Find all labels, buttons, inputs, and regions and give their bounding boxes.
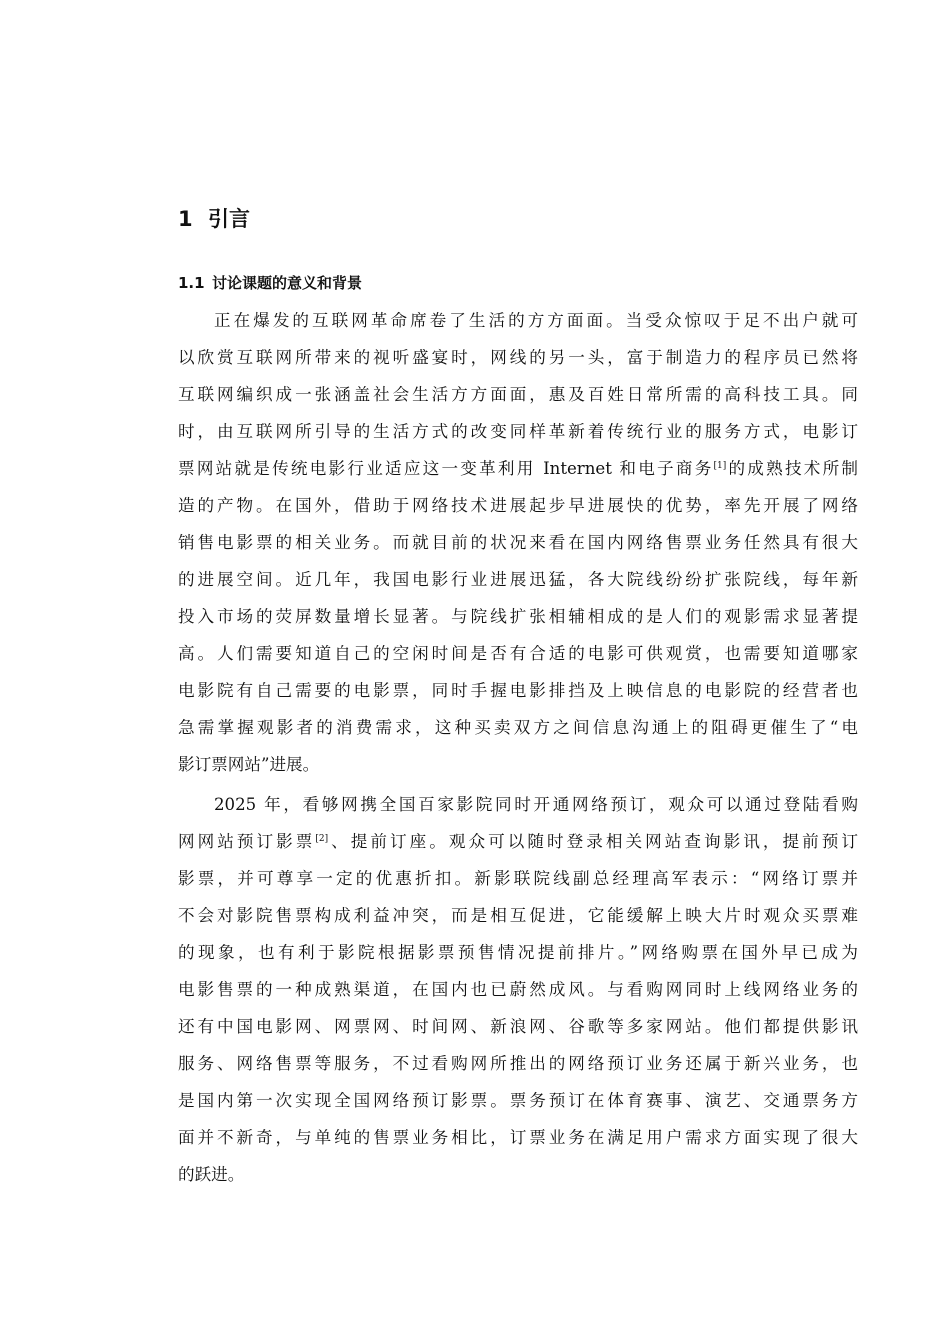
- paragraph-1: [178, 302, 858, 783]
- paragraph-line: 服务、网络售票等服务，不过看购网所推出的网络预订业务还属于新兴业务，也: [178, 1054, 858, 1073]
- chapter-number: 1: [178, 207, 193, 231]
- paragraph-line: 投入市场的荧屏数量增长显著。与院线扩张相辅相成的是人们的观影需求显著提: [178, 607, 858, 626]
- paragraph-line: 电影院有自己需要的电影票，同时手握电影排挡及上映信息的电影院的经营者也: [178, 681, 858, 700]
- paragraph-line: 是国内第一次实现全国网络预订影票。票务预订在体育赛事、演艺、交通票务方: [178, 1091, 858, 1110]
- paragraph-line: 2025 年，看够网携全国百家影院同时开通网络预订，观众可以通过登陆看购: [214, 795, 858, 814]
- paragraph-line: 电影售票的一种成熟渠道，在国内也已蔚然成风。与看购网同时上线网络业务的: [178, 980, 858, 999]
- chapter-title-text: 引言: [208, 207, 250, 231]
- paragraph-line: 的现象，也有利于影院根据影票预售情况提前排片。”网络购票在国外早已成为: [178, 943, 858, 962]
- paragraph-line: [178, 450, 858, 487]
- citation-ref: [1]: [713, 461, 727, 471]
- paragraph-line: 正在爆发的互联网革命席卷了生活的方方面面。当受众惊叹于足不出户就可: [214, 311, 858, 330]
- paragraph-line: 影票，并可尊享一定的优惠折扣。新影联院线副总经理高军表示：“网络订票并: [178, 869, 858, 888]
- paragraph-line: 面并不新奇，与单纯的售票业务相比，订票业务在满足用户需求方面实现了很大: [178, 1128, 858, 1147]
- section-title-text: 讨论课题的意义和背景: [212, 274, 363, 292]
- paragraph-line: 造的产物。在国外，借助于网络技术进展起步早进展快的优势，率先开展了网络: [178, 496, 858, 515]
- line-text: 的成熟技术所制: [726, 459, 859, 478]
- paragraph-line: 还有中国电影网、网票网、时间网、新浪网、谷歌等多家网站。他们都提供影讯: [178, 1017, 858, 1036]
- line-text: 网网站预订影票: [178, 832, 316, 851]
- paragraph-line: [178, 823, 858, 860]
- paragraph-line: 互联网编织成一张涵盖社会生活方方面面，惠及百姓日常所需的高科技工具。同: [178, 385, 858, 404]
- paragraph-2: [178, 786, 858, 1193]
- paragraph-line: 的进展空间。近几年，我国电影行业进展迅猛，各大院线纷纷扩张院线，每年新: [178, 570, 858, 589]
- section-number: 1.1: [178, 274, 205, 292]
- chapter-heading: [178, 204, 250, 234]
- line-text: 、提前订座。观众可以随时登录相关网站查询影讯，提前预订: [328, 832, 858, 851]
- paragraph-line: 影订票网站”进展。: [178, 755, 320, 774]
- line-text: 票网站就是传统电影行业适应这一变革利用 Internet 和电子商务: [178, 459, 714, 478]
- paragraph-line: 销售电影票的相关业务。而就目前的状况来看在国内网络售票业务任然具有很大: [178, 533, 858, 552]
- citation-ref: [2]: [315, 834, 329, 844]
- paragraph-line: 高。人们需要知道自己的空闲时间是否有合适的电影可供观赏，也需要知道哪家: [178, 644, 858, 663]
- paragraph-line: 的跃进。: [178, 1165, 245, 1184]
- paragraph-line: 急需掌握观影者的消费需求，这种买卖双方之间信息沟通上的阻碍更催生了“电: [178, 718, 858, 737]
- paragraph-line: 时，由互联网所引导的生活方式的改变同样革新着传统行业的服务方式，电影订: [178, 422, 858, 441]
- paragraph-line: 以欣赏互联网所带来的视听盛宴时，网线的另一头，富于制造力的程序员已然将: [178, 348, 858, 367]
- paragraph-line: 不会对影院售票构成利益冲突，而是相互促进，它能缓解上映大片时观众买票难: [178, 906, 858, 925]
- section-heading: [178, 270, 362, 296]
